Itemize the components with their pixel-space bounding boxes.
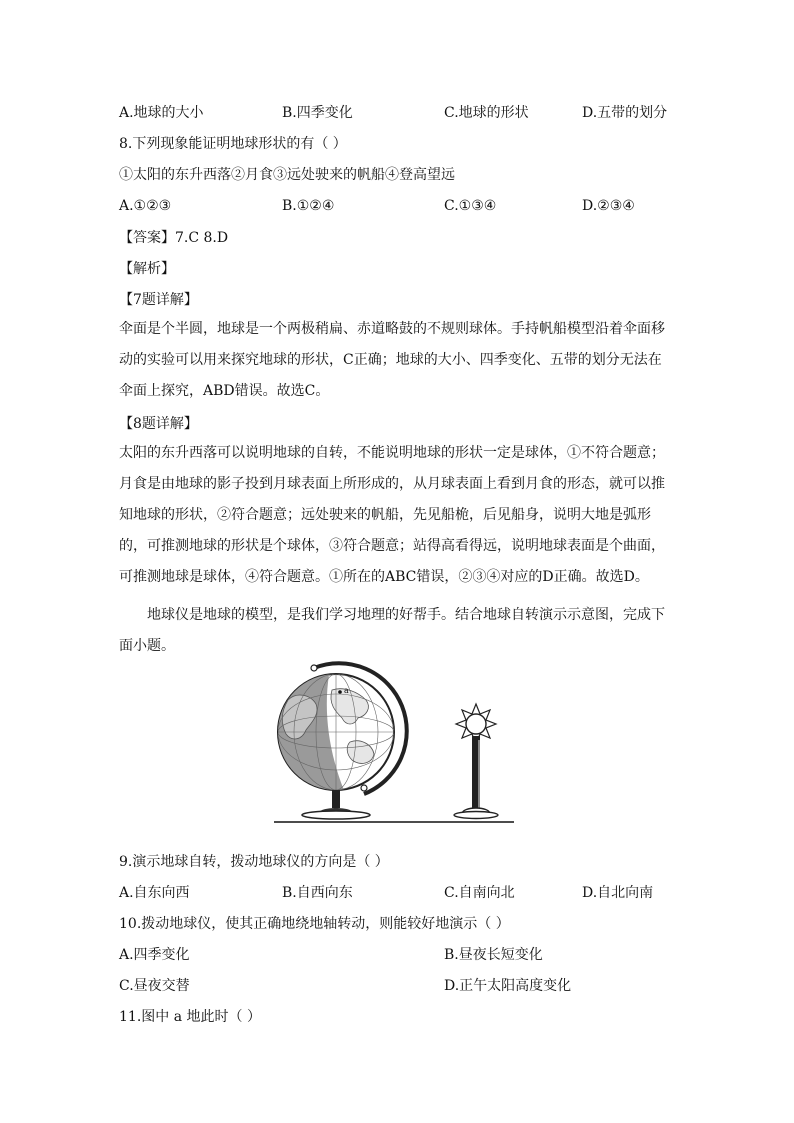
q8-detail-paragraph xyxy=(119,438,675,593)
south-pole-knob xyxy=(361,785,367,791)
q10-option-b: B.昼夜长短变化 xyxy=(444,947,543,963)
q9-option-b: B.自西向东 xyxy=(282,885,353,901)
q9-option-d: D.自北向南 xyxy=(582,885,654,901)
q8-items: ①太阳的东升西落②月食③远处驶来的帆船④登高望远 xyxy=(119,167,455,183)
point-a-label: a xyxy=(344,686,349,695)
q7-detail-text: 伞面是个半圆，地球是一个两极稍扁、赤道略鼓的不规则球体。手持帆船模型沿着伞面移动的实验可以用来探究地球的形状，C正确；地球的大小、四季变化、五带的划分无法在伞面上探究，ABD错误。故选C。 xyxy=(119,321,665,399)
analysis-label: 【解析】 xyxy=(119,261,175,277)
q8-detail-label: 【8题详解】 xyxy=(119,416,198,432)
q8-detail-text: 太阳的东升西落可以说明地球的自转，不能说明地球的形状一定是球体，①不符合题意；月食是由地球的影子投到月球表面上所形成的，从月球表面上看到月食的形态，就可以推知地球的形状，②符合题意；远处驶来的帆船，先见船桅，后见船身，说明大地是弧形的，可推测地球的形状是个球体，③符合题意；站得高看得远，说明地球表面是个曲面，可推测地球是球体，④符合题意。①所在的ABC错误，②③④对应的D正确。故选D。 xyxy=(119,445,665,585)
globe-rotation-figure xyxy=(262,660,524,826)
q10-option-a: A.四季变化 xyxy=(119,947,190,963)
q7-detail-paragraph xyxy=(119,314,675,407)
q8-stem: 8.下列现象能证明地球形状的有（ ） xyxy=(119,136,347,152)
q7-option-d: D.五带的划分 xyxy=(582,105,668,121)
q7-option-c: C.地球的形状 xyxy=(444,105,529,121)
q9-stem: 9.演示地球自转，拨动地球仪的方向是（ ） xyxy=(119,854,389,870)
globe-stem xyxy=(332,790,340,808)
intro-text: 地球仪是地球的模型，是我们学习地理的好帮手。结合地球自转演示示意图，完成下面小题。 xyxy=(119,607,665,654)
q9-option-a: A.自东向西 xyxy=(119,885,190,901)
intro-paragraph xyxy=(119,600,675,662)
answer-line: 【答案】7.C 8.D xyxy=(119,230,229,246)
q10-option-d: D.正午太阳高度变化 xyxy=(444,978,572,994)
q8-option-a: A.①②③ xyxy=(119,198,172,214)
point-a-marker xyxy=(338,690,342,694)
q11-stem: 11.图中 a 地此时（ ） xyxy=(119,1009,261,1025)
q7-option-a: A.地球的大小 xyxy=(119,105,204,121)
q9-option-c: C.自南向北 xyxy=(444,885,515,901)
q10-option-c: C.昼夜交替 xyxy=(119,978,190,994)
q8-option-b: B.①②④ xyxy=(282,198,335,214)
north-pole-knob xyxy=(311,665,317,671)
q8-option-d: D.②③④ xyxy=(582,198,635,214)
q10-stem: 10.拨动地球仪，使其正确地绕地轴转动，则能较好地演示（ ） xyxy=(119,916,510,932)
q8-option-c: C.①③④ xyxy=(444,198,497,214)
q7-detail-label: 【7题详解】 xyxy=(119,292,198,308)
q7-option-b: B.四季变化 xyxy=(282,105,353,121)
